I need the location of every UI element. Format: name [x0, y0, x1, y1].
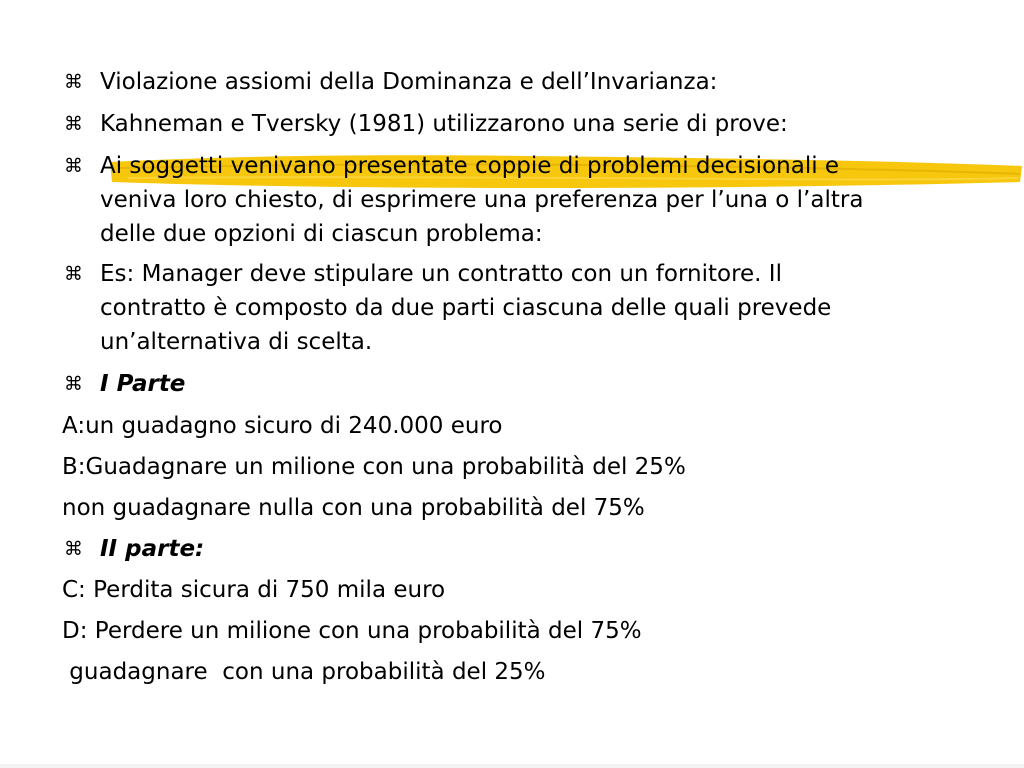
- bullet-text: contratto è composto da due parti ciascuna delle quali prevede: [100, 295, 832, 321]
- part2-heading: II parte:: [100, 536, 205, 562]
- bullet-text: Violazione assiomi della Dominanza e dell’Invarianza:: [100, 69, 718, 95]
- option-d-continuation: guadagnare con una probabilità del 25%: [62, 659, 546, 685]
- option-d-text: D: Perdere un milione con una probabilità del 75%: [62, 618, 642, 644]
- option-c-text: C: Perdita sicura di 750 mila euro: [62, 577, 446, 603]
- bullet-text: delle due opzioni di ciascun problema:: [100, 221, 543, 247]
- option-b-text: B:Guadagnare un milione con una probabilità del 25%: [62, 454, 686, 480]
- bullet-text: un’alternativa di scelta.: [100, 329, 373, 355]
- command-bullet-icon: ⌘: [64, 373, 83, 395]
- bullet-text: veniva loro chiesto, di esprimere una preferenza per l’una o l’altra: [100, 187, 864, 213]
- bullet-text: Ai soggetti venivano presentate coppie di problemi decisionali e: [100, 153, 840, 179]
- command-bullet-icon: ⌘: [64, 263, 83, 285]
- part1-heading: I Parte: [100, 371, 186, 397]
- command-bullet-icon: ⌘: [64, 113, 83, 135]
- command-bullet-icon: ⌘: [64, 155, 83, 177]
- command-bullet-icon: ⌘: [64, 71, 83, 93]
- option-a-text: A:un guadagno sicuro di 240.000 euro: [62, 413, 503, 439]
- option-b-continuation: non guadagnare nulla con una probabilità del 75%: [62, 495, 645, 521]
- command-bullet-icon: ⌘: [64, 538, 83, 560]
- bullet-text: Es: Manager deve stipulare un contratto con un fornitore. Il: [100, 261, 782, 287]
- footer-divider: [0, 764, 1024, 768]
- bullet-text: Kahneman e Tversky (1981) utilizzarono una serie di prove:: [100, 111, 788, 137]
